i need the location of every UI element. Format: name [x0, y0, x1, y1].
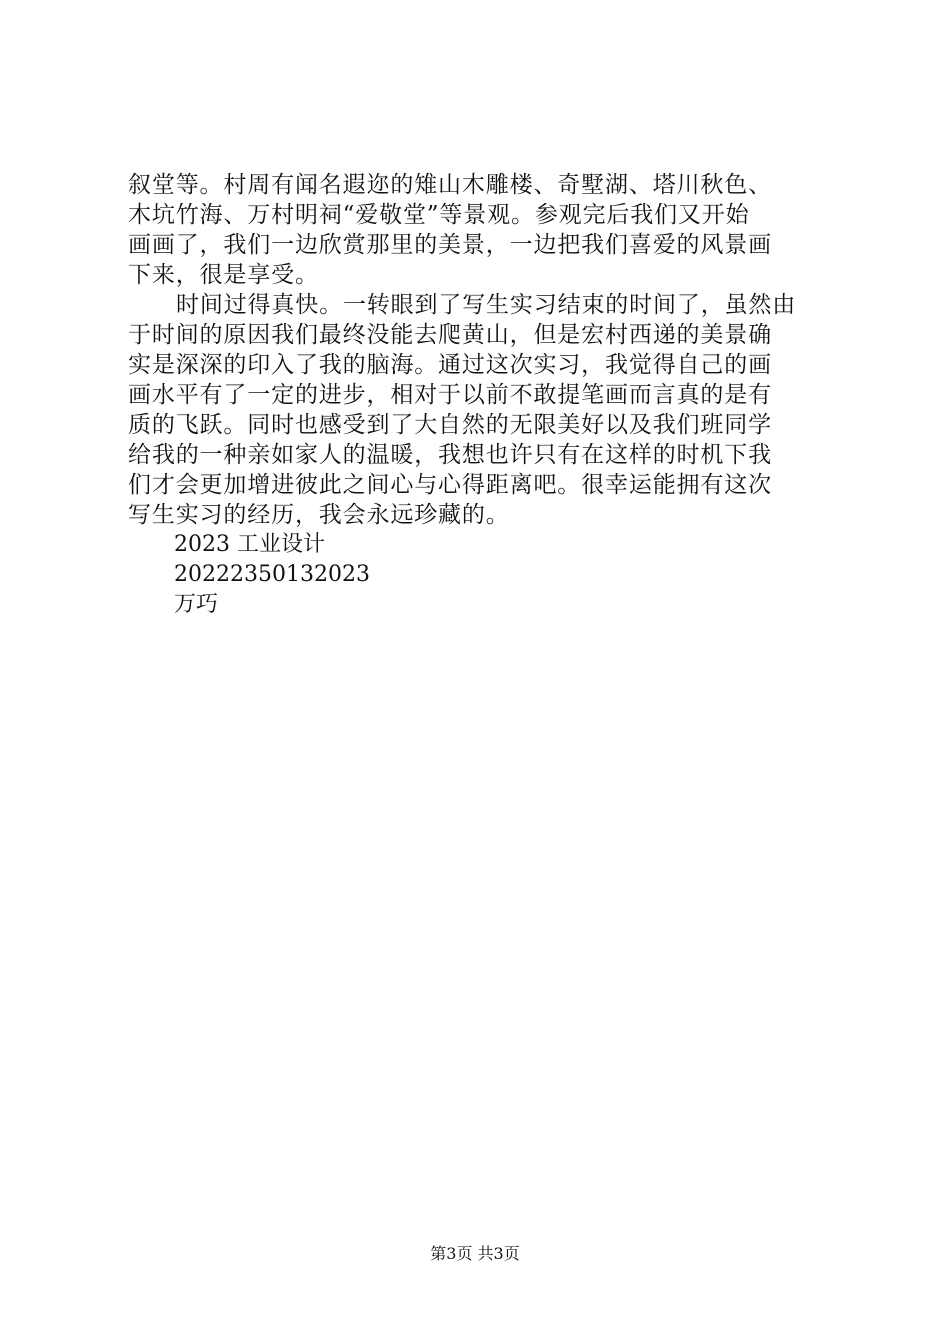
- text-line: 画画了，我们一边欣赏那里的美景，一边把我们喜爱的风景画: [128, 232, 772, 258]
- signature-student-id: 20222350132023: [174, 562, 370, 587]
- document-body: [128, 170, 838, 620]
- text-line: 时间过得真快。一转眼到了写生实习结束的时间了，虽然由: [176, 292, 797, 318]
- signature-name: 万巧: [174, 592, 219, 617]
- text-line: 画水平有了一定的进步，相对于以前不敢提笔画而言真的是有: [128, 382, 772, 408]
- text-line: 实是深深的印入了我的脑海。通过这次实习，我觉得自己的画: [128, 352, 772, 378]
- paragraph-1: [128, 170, 838, 290]
- text-line: 木坑竹海、万村明祠“爱敬堂”等景观。参观完后我们又开始: [128, 202, 750, 228]
- paragraph-2: [128, 290, 838, 530]
- text-line: 给我的一种亲如家人的温暖，我想也许只有在这样的时机下我: [128, 442, 772, 468]
- text-line: 叙堂等。村周有闻名遐迩的雉山木雕楼、奇墅湖、塔川秋色、: [128, 172, 772, 198]
- text-line: 质的飞跃。同时也感受到了大自然的无限美好以及我们班同学: [128, 412, 772, 438]
- text-line: 写生实习的经历，我会永远珍藏的。: [128, 502, 510, 528]
- page-indicator: 第3页 共3页: [430, 1244, 520, 1263]
- signature-block: [128, 530, 838, 620]
- page-footer: [0, 1244, 950, 1264]
- text-line: 们才会更加增进彼此之间心与心得距离吧。很幸运能拥有这次: [128, 472, 772, 498]
- signature-class: 2023 工业设计: [174, 532, 325, 557]
- text-line: 下来，很是享受。: [128, 262, 319, 288]
- text-line: 于时间的原因我们最终没能去爬黄山，但是宏村西递的美景确: [128, 322, 772, 348]
